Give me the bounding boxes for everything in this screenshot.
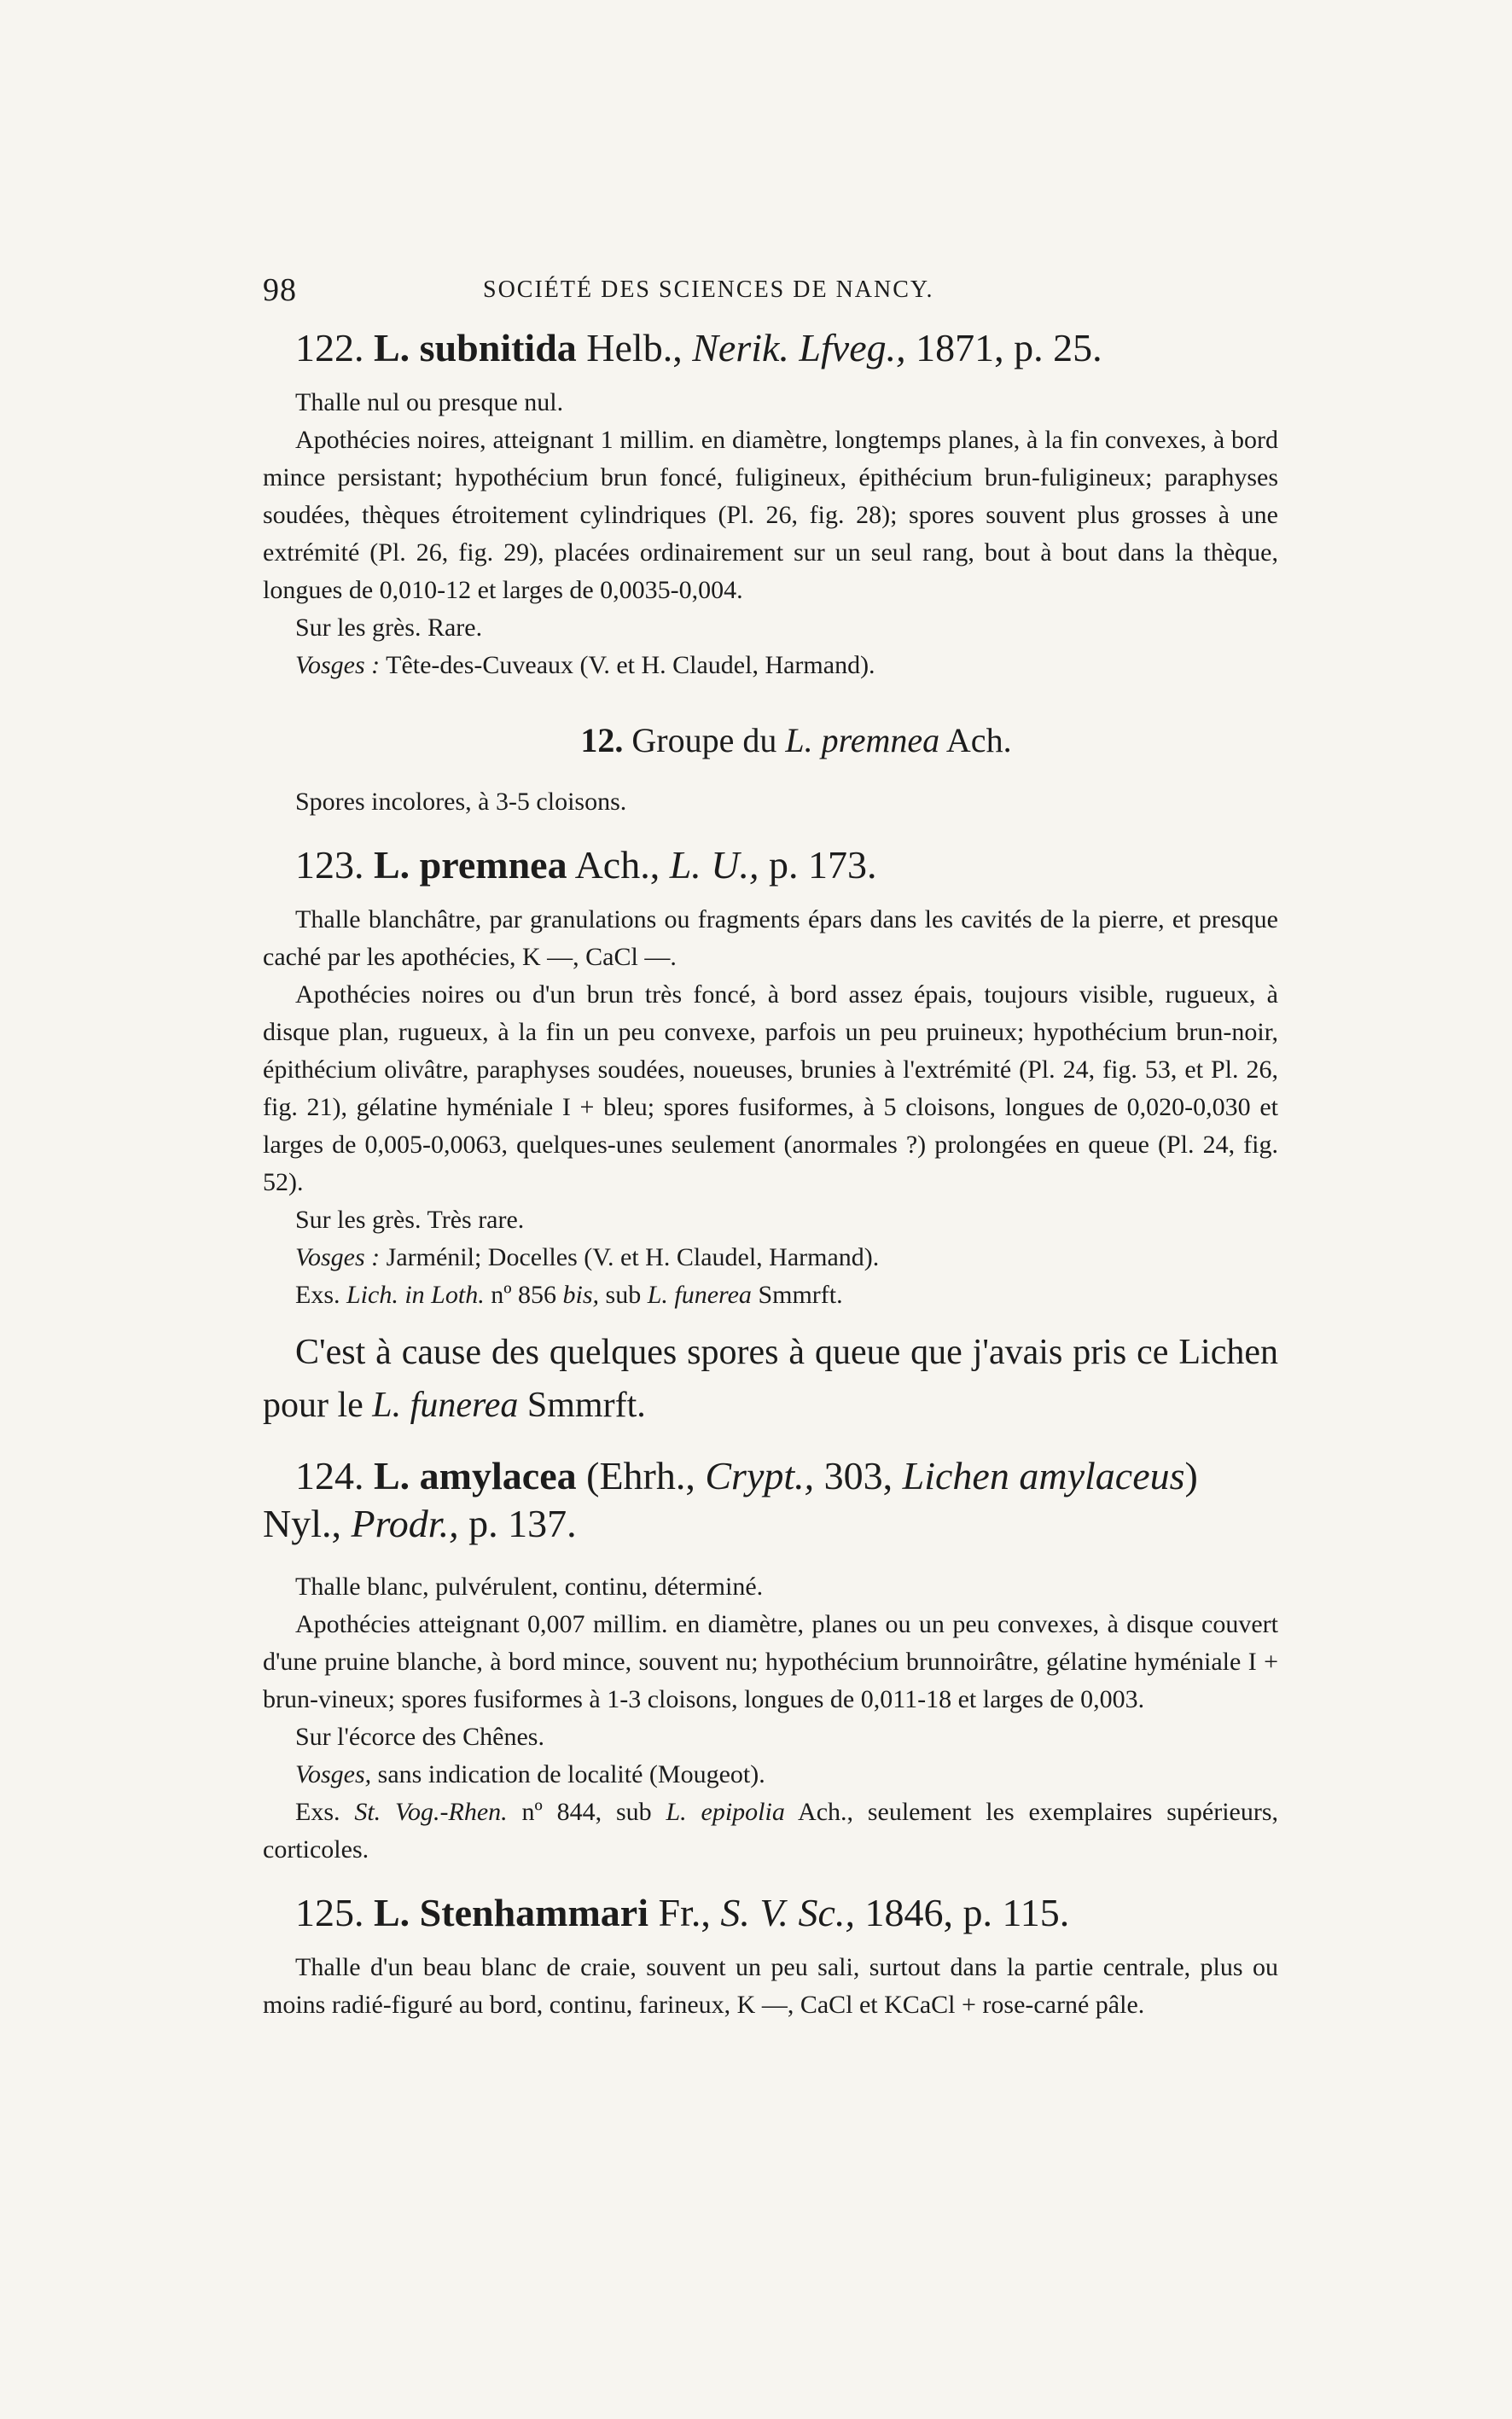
exs-reference: Lich. in Loth. xyxy=(346,1281,485,1309)
exs-sub: sub xyxy=(605,1281,642,1309)
group-12-heading xyxy=(263,718,1278,763)
note-text: C'est à cause des quelques spores à queue que j'avais pris ce Lichen pour le xyxy=(263,1333,1278,1425)
page-number: 98 xyxy=(263,272,297,308)
locality-label: Vosges : xyxy=(295,651,381,679)
entry-124-locality xyxy=(263,1756,1278,1794)
entry-123-heading xyxy=(263,841,1278,889)
entry-123-note xyxy=(263,1326,1278,1432)
group-species: L. premnea xyxy=(785,721,940,759)
reference: Nerik. Lfveg., xyxy=(692,326,906,369)
entry-number: 124. xyxy=(295,1454,364,1497)
exs-reference: St. Vog.-Rhen. xyxy=(354,1798,508,1826)
running-header xyxy=(263,271,1278,312)
document-page xyxy=(263,271,1278,2024)
species-name: L. amylacea xyxy=(374,1454,577,1497)
exs-species: L. funerea xyxy=(647,1281,752,1309)
entry-124-apothecies: Apothécies atteignant 0,007 millim. en diamètre, planes ou un peu convexes, à disque couvert d'une pruine blanche, à bord mince, souvent nu; hypothécium brunnoirâtre, gélatine hyméniale I + brun-vineux; spores fusiformes à 1-3 cloisons, longues de 0,011-18 et larges de 0,003. xyxy=(263,1610,1278,1713)
entry-number: 123. xyxy=(295,843,364,887)
entry-124-heading xyxy=(263,1452,1278,1548)
author: Helb., xyxy=(586,326,683,369)
basionym: Lichen amylaceus xyxy=(902,1454,1185,1497)
running-title: SOCIÉTÉ DES SCIENCES DE NANCY. xyxy=(483,276,934,303)
locality-text: Tête-des-Cuveaux (V. et H. Claudel, Harmand). xyxy=(386,651,875,679)
exs-number: nº 856 xyxy=(491,1281,557,1309)
reference: Crypt., xyxy=(705,1454,815,1497)
group-12-spores: Spores incolores, à 3-5 cloisons. xyxy=(295,788,627,816)
year-page: 1871, p. 25. xyxy=(916,326,1102,369)
exs-number: nº 844, sub xyxy=(521,1798,652,1826)
year-page: 1846, p. 115. xyxy=(864,1891,1070,1934)
reference: S. V. Sc., xyxy=(720,1891,855,1934)
reference-number: 303, xyxy=(823,1454,893,1497)
page-ref: p. 173. xyxy=(769,843,877,887)
note-author: Smmrft. xyxy=(526,1386,646,1425)
entry-125-heading xyxy=(263,1889,1278,1937)
group-number: 12. xyxy=(580,721,624,759)
entry-122-habitat: Sur les grès. Rare. xyxy=(295,613,483,642)
locality-label: Vosges, xyxy=(295,1760,372,1788)
entry-number: 125. xyxy=(295,1891,364,1934)
entry-122-apothecies: Apothécies noires, atteignant 1 millim. en diamètre, longtemps planes, à la fin convexes, à bord mince persistant; hypothécium brun foncé, fuligineux, épithécium brun-fuligineux; paraphyses soudées, thèques étroitement cylindriques (Pl. 26, fig. 28); spores souvent plus grosses à une extrémité (Pl. 26, fig. 29), placées ordinairement sur un seul rang, bout à bout dans la thèque, longues de 0,010-12 et larges de 0,0035-0,004. xyxy=(263,426,1278,604)
author: Fr., xyxy=(658,1891,711,1934)
entry-number: 122. xyxy=(295,326,364,369)
exs-author: Smmrft. xyxy=(758,1281,843,1309)
entry-122-locality xyxy=(263,647,1278,684)
locality-text: sans indication de localité (Mougeot). xyxy=(377,1760,765,1788)
species-name: L. Stenhammari xyxy=(374,1891,648,1934)
entry-123-habitat: Sur les grès. Très rare. xyxy=(295,1206,525,1234)
entry-123-exsiccata xyxy=(263,1276,1278,1314)
note-species: L. funerea xyxy=(372,1386,519,1425)
author: Ach., xyxy=(574,843,660,887)
locality-label: Vosges : xyxy=(295,1243,381,1271)
entry-122-heading xyxy=(263,324,1278,372)
entry-125-thalle: Thalle d'un beau blanc de craie, souvent un peu sali, surtout dans la partie centrale, plus ou moins radié-figuré au bord, continu, farineux, K —, CaCl et KCaCl + rose-carné pâle. xyxy=(263,1953,1278,2019)
exs-species: L. epipolia xyxy=(666,1798,785,1826)
entry-122-thalle: Thalle nul ou presque nul. xyxy=(295,388,564,416)
exs-label: Exs. xyxy=(295,1798,340,1826)
entry-124-habitat: Sur l'écorce des Chênes. xyxy=(295,1723,544,1751)
locality-text: Jarménil; Docelles (V. et H. Claudel, Harmand). xyxy=(386,1243,880,1271)
reference: L. U., xyxy=(669,843,759,887)
entry-124-thalle: Thalle blanc, pulvérulent, continu, déterminé. xyxy=(295,1573,764,1601)
entry-123-locality xyxy=(263,1239,1278,1276)
entry-123-thalle: Thalle blanchâtre, par granulations ou fragments épars dans les cavités de la pierre, et presque caché par les apothécies, K —, CaCl —. xyxy=(263,905,1278,971)
exs-rest: Ach., seulement les exemplaires supérieurs, corticoles. xyxy=(263,1798,1279,1864)
author-2: ) Nyl., xyxy=(263,1454,1198,1545)
group-text: Groupe du xyxy=(631,721,777,759)
species-name: L. subnitida xyxy=(374,326,577,369)
exs-label: Exs. xyxy=(295,1281,340,1309)
entry-124-exsiccata xyxy=(263,1794,1278,1869)
species-name: L. premnea xyxy=(374,843,567,887)
entry-123-apothecies: Apothécies noires ou d'un brun très foncé, à bord assez épais, toujours visible, rugueux, à disque plan, rugueux, à la fin un peu convexe, parfois un peu pruineux; hypothécium brun-noir, épithécium olivâtre, paraphyses soudées, noueuses, brunies à l'extrémité (Pl. 24, fig. 53, et Pl. 26, fig. 21), gélatine hyméniale I + bleu; spores fusiformes, à 5 cloisons, longues de 0,020-0,030 et larges de 0,005-0,0063, quelques-unes seulement (anormales ?) prolongées en queue (Pl. 24, fig. 52). xyxy=(263,980,1278,1196)
prodromus-ref: Prodr., xyxy=(351,1502,459,1545)
author: (Ehrh., xyxy=(586,1454,695,1497)
page-ref: p. 137. xyxy=(468,1502,577,1545)
group-author: Ach. xyxy=(945,721,1012,759)
exs-bis: bis, xyxy=(562,1281,600,1309)
